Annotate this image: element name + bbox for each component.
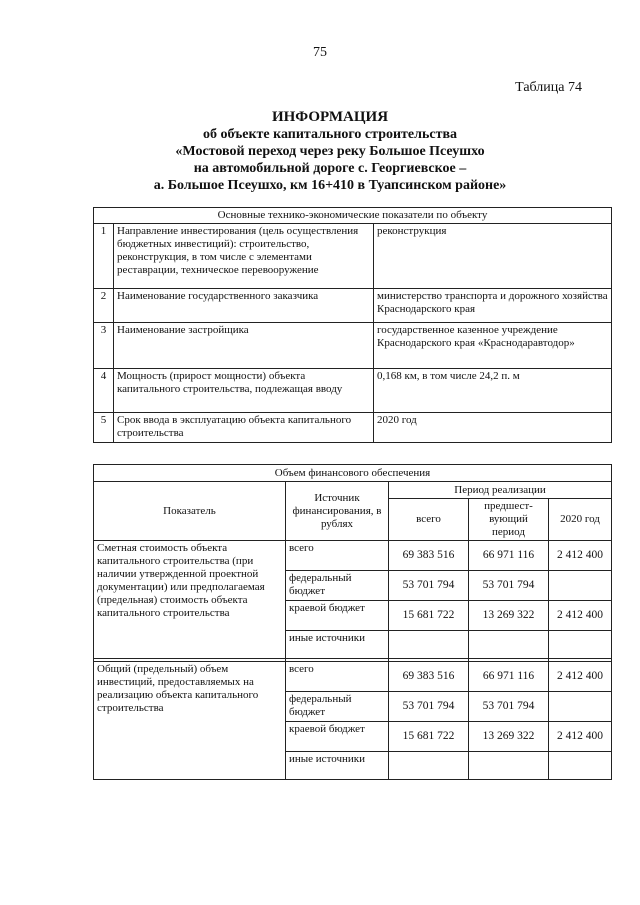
indicator-value: министерство транспорта и дорожного хозяйства Краснодарского края xyxy=(374,289,612,323)
finance-source: краевой бюджет xyxy=(286,722,389,752)
indicators-header-row xyxy=(94,208,612,224)
title-line: на автомобильной дороге с. Георгиевское – xyxy=(193,161,467,176)
indicators-header: Основные технико-экономические показатели по объекту xyxy=(94,208,612,224)
row-number: 1 xyxy=(94,224,114,289)
table-row xyxy=(94,413,612,443)
finance-total: 53 701 794 xyxy=(389,571,469,601)
row-number: 3 xyxy=(94,323,114,369)
finance-previous: 13 269 322 xyxy=(469,722,549,752)
finance-group-label: Сметная стоимость объекта капитального строительства (при наличии утвержденной проектной документации) или предполагаемая (предельная) стоимость объекта капитального строительства xyxy=(94,541,286,659)
finance-source: всего xyxy=(286,541,389,571)
table-label: Таблица 74 xyxy=(515,80,582,95)
finance-total: 15 681 722 xyxy=(389,722,469,752)
finance-table xyxy=(93,464,612,780)
finance-year xyxy=(549,752,612,780)
finance-total: 15 681 722 xyxy=(389,601,469,631)
indicators-table xyxy=(93,207,612,443)
finance-total: 53 701 794 xyxy=(389,692,469,722)
finance-group-label: Общий (предельный) объем инвестиций, предоставляемых на реализацию объекта капитального строительства xyxy=(94,662,286,780)
finance-source: федеральный бюджет xyxy=(286,692,389,722)
finance-columns-row xyxy=(94,482,612,499)
row-number: 5 xyxy=(94,413,114,443)
finance-year: 2 412 400 xyxy=(549,541,612,571)
finance-previous xyxy=(469,631,549,659)
indicator-name: Мощность (прирост мощности) объекта капитального строительства, подлежащая вводу xyxy=(114,369,374,413)
row-number: 2 xyxy=(94,289,114,323)
indicator-name: Срок ввода в эксплуатацию объекта капитального строительства xyxy=(114,413,374,443)
finance-year xyxy=(549,571,612,601)
column-header-total: всего xyxy=(389,499,469,541)
table-row xyxy=(94,541,612,571)
finance-year: 2 412 400 xyxy=(549,722,612,752)
table-row xyxy=(94,369,612,413)
title-line: «Мостовой переход через реку Большое Псеушхо xyxy=(175,144,485,159)
finance-source: всего xyxy=(286,662,389,692)
page-number: 75 xyxy=(313,45,327,60)
finance-source: краевой бюджет xyxy=(286,601,389,631)
indicator-name: Наименование застройщика xyxy=(114,323,374,369)
title-line: а. Большое Псеушхо, км 16+410 в Туапсинском районе» xyxy=(153,178,507,193)
indicator-name: Направление инвестирования (цель осуществления бюджетных инвестиций): строительство, реконструкция, в том числе с элементами реставрации, техническое перевооружение xyxy=(114,224,374,289)
finance-total: 69 383 516 xyxy=(389,662,469,692)
finance-total xyxy=(389,752,469,780)
finance-previous: 53 701 794 xyxy=(469,571,549,601)
indicator-value: реконструкция xyxy=(374,224,612,289)
finance-year: 2 412 400 xyxy=(549,601,612,631)
finance-year: 2 412 400 xyxy=(549,662,612,692)
finance-year xyxy=(549,631,612,659)
column-header-source: Источник финансирования, в рублях xyxy=(286,482,389,541)
title-heading: ИНФОРМАЦИЯ xyxy=(271,109,389,125)
indicator-value: 0,168 км, в том числе 24,2 п. м xyxy=(374,369,612,413)
column-header-period: Период реализации xyxy=(389,482,612,499)
table-row xyxy=(94,224,612,289)
column-header-indicator: Показатель xyxy=(94,482,286,541)
indicator-value: 2020 год xyxy=(374,413,612,443)
document-title xyxy=(60,108,600,194)
finance-previous xyxy=(469,752,549,780)
table-row xyxy=(94,289,612,323)
table-row xyxy=(94,323,612,369)
finance-previous: 66 971 116 xyxy=(469,541,549,571)
finance-source: федеральный бюджет xyxy=(286,571,389,601)
finance-total: 69 383 516 xyxy=(389,541,469,571)
indicator-value: государственное казенное учреждение Краснодарского края «Краснодаравтодор» xyxy=(374,323,612,369)
finance-previous: 13 269 322 xyxy=(469,601,549,631)
indicator-name: Наименование государственного заказчика xyxy=(114,289,374,323)
finance-header-row xyxy=(94,465,612,482)
title-line: об объекте капитального строительства xyxy=(202,127,458,142)
finance-source: иные источники xyxy=(286,631,389,659)
finance-total xyxy=(389,631,469,659)
finance-previous: 66 971 116 xyxy=(469,662,549,692)
row-number: 4 xyxy=(94,369,114,413)
finance-previous: 53 701 794 xyxy=(469,692,549,722)
column-header-year: 2020 год xyxy=(549,499,612,541)
finance-header: Объем финансового обеспечения xyxy=(94,465,612,482)
column-header-previous: предшест-вующий период xyxy=(469,499,549,541)
finance-source: иные источники xyxy=(286,752,389,780)
finance-year xyxy=(549,692,612,722)
table-row xyxy=(94,662,612,692)
